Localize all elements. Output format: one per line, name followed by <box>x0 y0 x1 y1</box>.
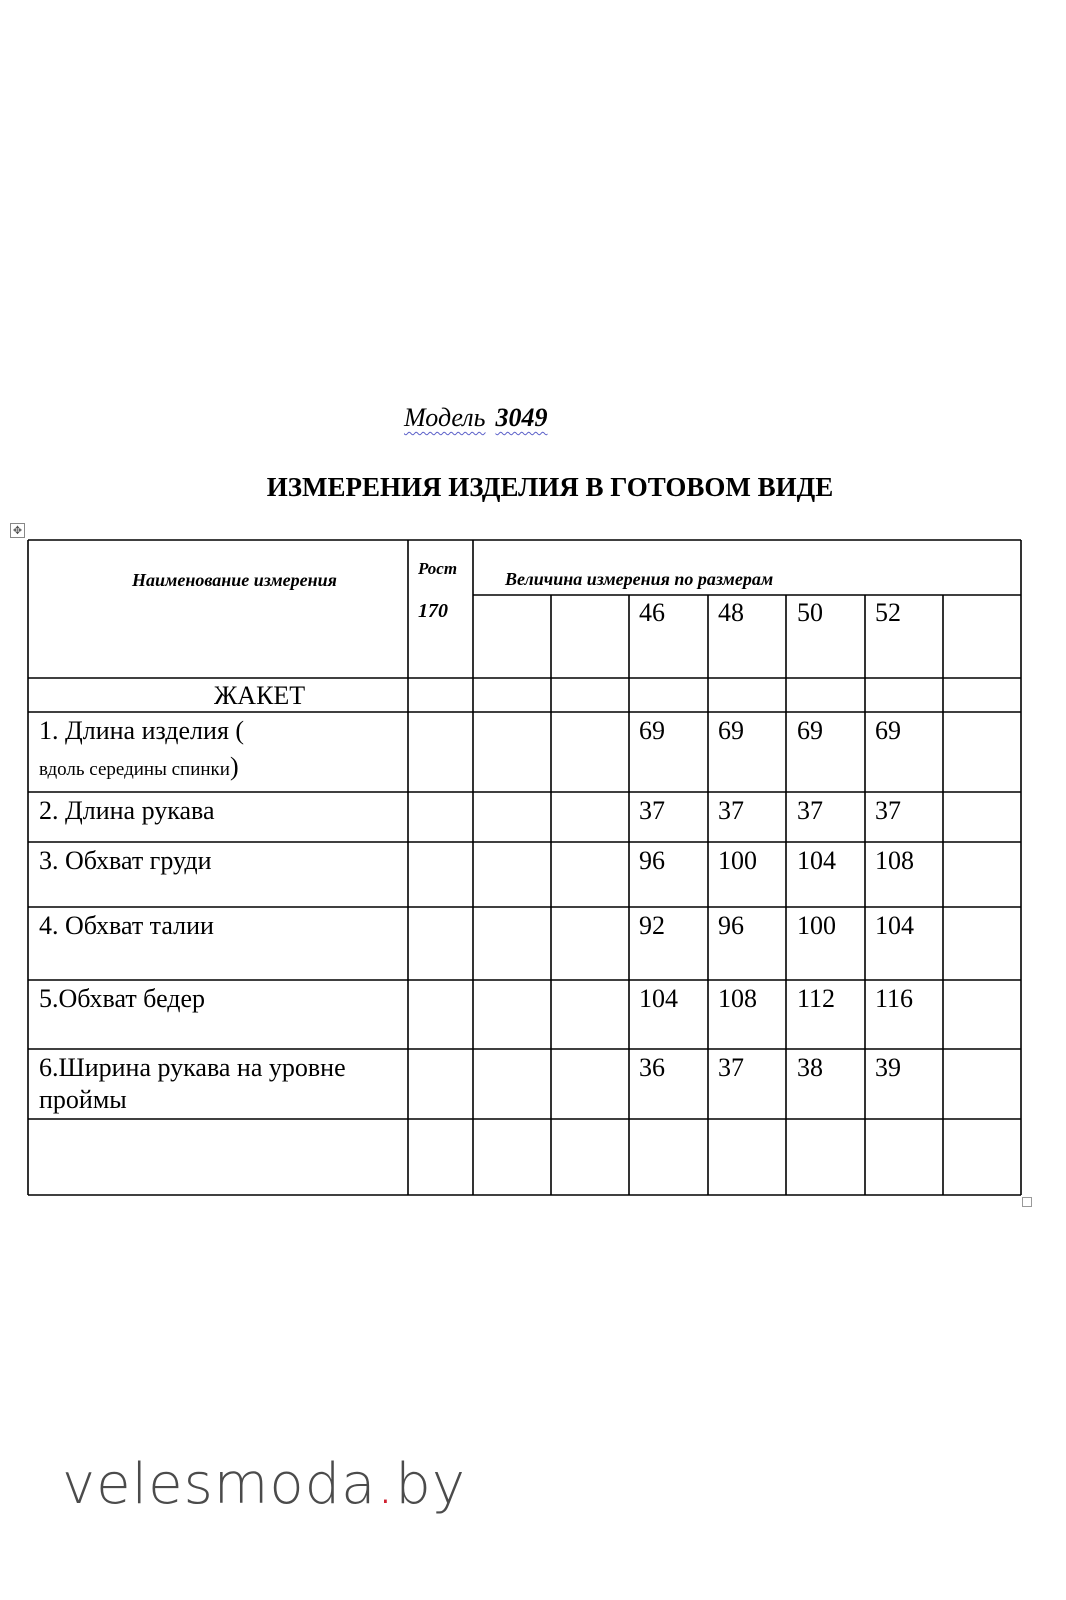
document-title: ИЗМЕРЕНИЯ ИЗДЕЛИЯ В ГОТОВОМ ВИДЕ <box>266 472 834 502</box>
table-cell: 108 <box>875 846 914 875</box>
table-cell: 116 <box>875 984 914 1013</box>
table-cell: 37 <box>639 796 665 825</box>
model-label: Модель <box>404 403 486 432</box>
table-cell: 39 <box>875 1053 901 1082</box>
table-row-name-cont: проймы <box>39 1085 127 1114</box>
size-46: 46 <box>639 598 665 627</box>
table-cell: 96 <box>639 846 665 875</box>
table-cell: 69 <box>875 716 901 745</box>
model-number: 3049 <box>495 403 548 432</box>
size-48: 48 <box>718 598 744 627</box>
table-cell: 38 <box>797 1053 823 1082</box>
name-column-header: Наименование измерения <box>132 570 337 590</box>
size-50: 50 <box>797 598 823 627</box>
table-cell: 104 <box>875 911 914 940</box>
table-row-name: 1. Длина изделия ( <box>39 716 245 745</box>
table-cell: 36 <box>639 1053 665 1082</box>
move-handle-icon[interactable]: ✥ <box>10 523 25 538</box>
height-value: 170 <box>418 600 448 622</box>
table-row-name: 6.Ширина рукава на уровне <box>39 1053 346 1082</box>
table-cell: 69 <box>639 716 665 745</box>
table-cell: 112 <box>797 984 836 1013</box>
table-cell: 37 <box>875 796 901 825</box>
section-title: ЖАКЕТ <box>214 681 306 710</box>
table-cell: 92 <box>639 911 665 940</box>
table-cell: 104 <box>639 984 678 1013</box>
table-cell: 100 <box>797 911 836 940</box>
table-cell: 100 <box>718 846 757 875</box>
sizes-header: Величина измерения по размерам <box>505 569 774 589</box>
table-cell: 37 <box>718 1053 744 1082</box>
table-cell: 104 <box>797 846 836 875</box>
height-label: Рост <box>418 559 458 578</box>
size-52: 52 <box>875 598 901 627</box>
resize-handle-icon[interactable] <box>1022 1197 1032 1207</box>
row-note: вдоль середины спинки) <box>39 752 239 781</box>
table-cell: 96 <box>718 911 744 940</box>
table-cell: 108 <box>718 984 757 1013</box>
table-row-name: 4. Обхват талии <box>39 911 214 940</box>
row-note-text: вдоль середины спинки <box>39 759 230 780</box>
table-cell: 69 <box>718 716 744 745</box>
table-cell: 69 <box>797 716 823 745</box>
table-cell: 37 <box>718 796 744 825</box>
table-row-name: 3. Обхват груди <box>39 846 212 875</box>
table-row-name: 5.Обхват бедер <box>39 984 206 1013</box>
table-row-name: 2. Длина рукава <box>39 796 215 825</box>
table-cell: 37 <box>797 796 823 825</box>
watermark: velesmoda.by <box>62 1452 466 1517</box>
